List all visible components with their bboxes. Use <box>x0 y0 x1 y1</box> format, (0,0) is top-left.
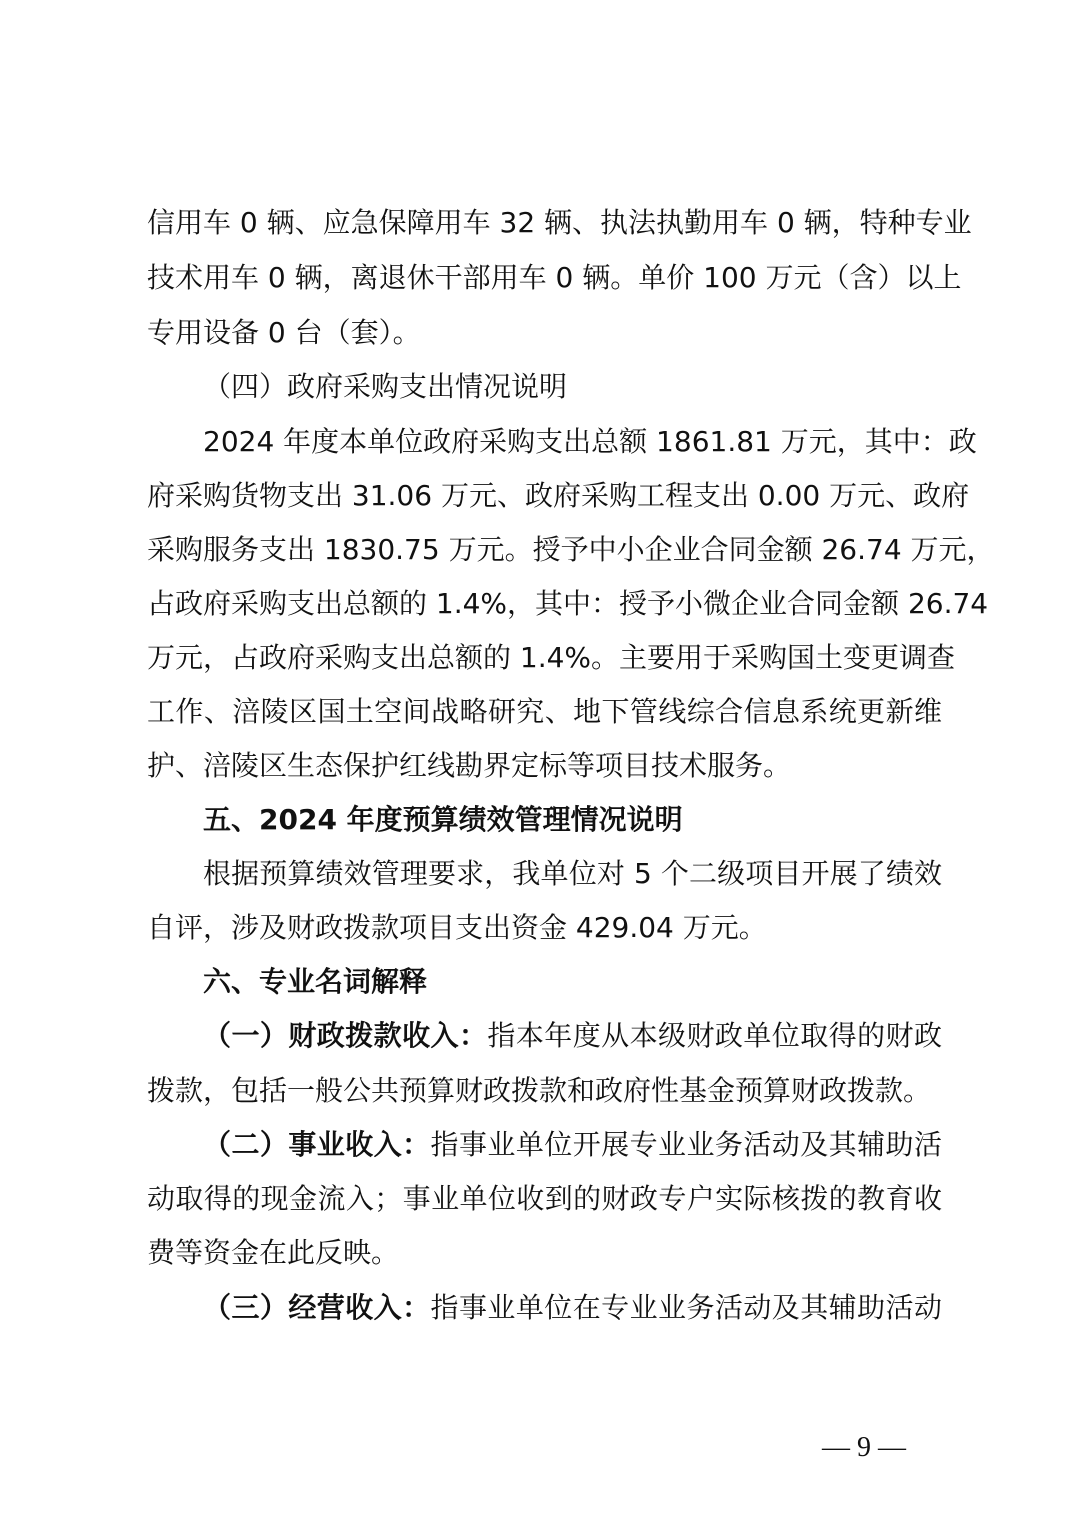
paragraph-line: 工作、涪陵区国土空间战略研究、地下管线综合信息系统更新维 <box>147 695 942 728</box>
paragraph-line: 2024 年度本单位政府采购支出总额 1861.81 万元，其中：政 <box>203 425 977 458</box>
term-text: 指本年度从本级财政单位取得的财政 <box>487 1019 942 1052</box>
term-definition-line <box>203 1125 942 1165</box>
term-definition-line <box>203 1016 942 1056</box>
term-definition-line <box>203 1288 942 1328</box>
paragraph-line: 采购服务支出 1830.75 万元。授予中小企业合同金额 26.74 万元， <box>147 533 995 566</box>
term-label: （三）经营收入： <box>203 1291 431 1324</box>
subsection-heading: （四）政府采购支出情况说明 <box>203 370 568 403</box>
paragraph-line: 动取得的现金流入；事业单位收到的财政专户实际核拨的教育收 <box>147 1182 942 1215</box>
paragraph-line: 信用车 0 辆、应急保障用车 32 辆、执法执勤用车 0 辆，特种专业 <box>147 206 972 239</box>
section-heading: 五、2024 年度预算绩效管理情况说明 <box>203 803 683 836</box>
paragraph-line: 拨款，包括一般公共预算财政拨款和政府性基金预算财政拨款。 <box>147 1074 932 1107</box>
paragraph-line: 府采购货物支出 31.06 万元、政府采购工程支出 0.00 万元、政府 <box>147 479 970 512</box>
paragraph-line: 技术用车 0 辆，离退休干部用车 0 辆。单价 100 万元（含）以上 <box>147 261 962 294</box>
section-heading: 六、专业名词解释 <box>203 965 428 998</box>
paragraph-line: 护、涪陵区生态保护红线勘界定标等项目技术服务。 <box>147 749 792 782</box>
page-number: — 9 — <box>822 1432 906 1463</box>
paragraph-line: 费等资金在此反映。 <box>147 1236 400 1269</box>
paragraph-line: 专用设备 0 台（套）。 <box>147 316 421 349</box>
term-label: （一）财政拨款收入： <box>203 1019 488 1052</box>
paragraph-line: 根据预算绩效管理要求，我单位对 5 个二级项目开展了绩效 <box>203 857 942 890</box>
paragraph-line: 占政府采购支出总额的 1.4%，其中：授予小微企业合同金额 26.74 <box>147 587 989 620</box>
term-text: 指事业单位在专业业务活动及其辅助活动 <box>430 1291 942 1324</box>
paragraph-line: 万元，占政府采购支出总额的 1.4%。主要用于采购国土变更调查 <box>147 641 956 674</box>
term-text: 指事业单位开展专业业务活动及其辅助活 <box>430 1128 942 1161</box>
paragraph-line: 自评，涉及财政拨款项目支出资金 429.04 万元。 <box>147 911 767 944</box>
term-label: （二）事业收入： <box>203 1128 431 1161</box>
